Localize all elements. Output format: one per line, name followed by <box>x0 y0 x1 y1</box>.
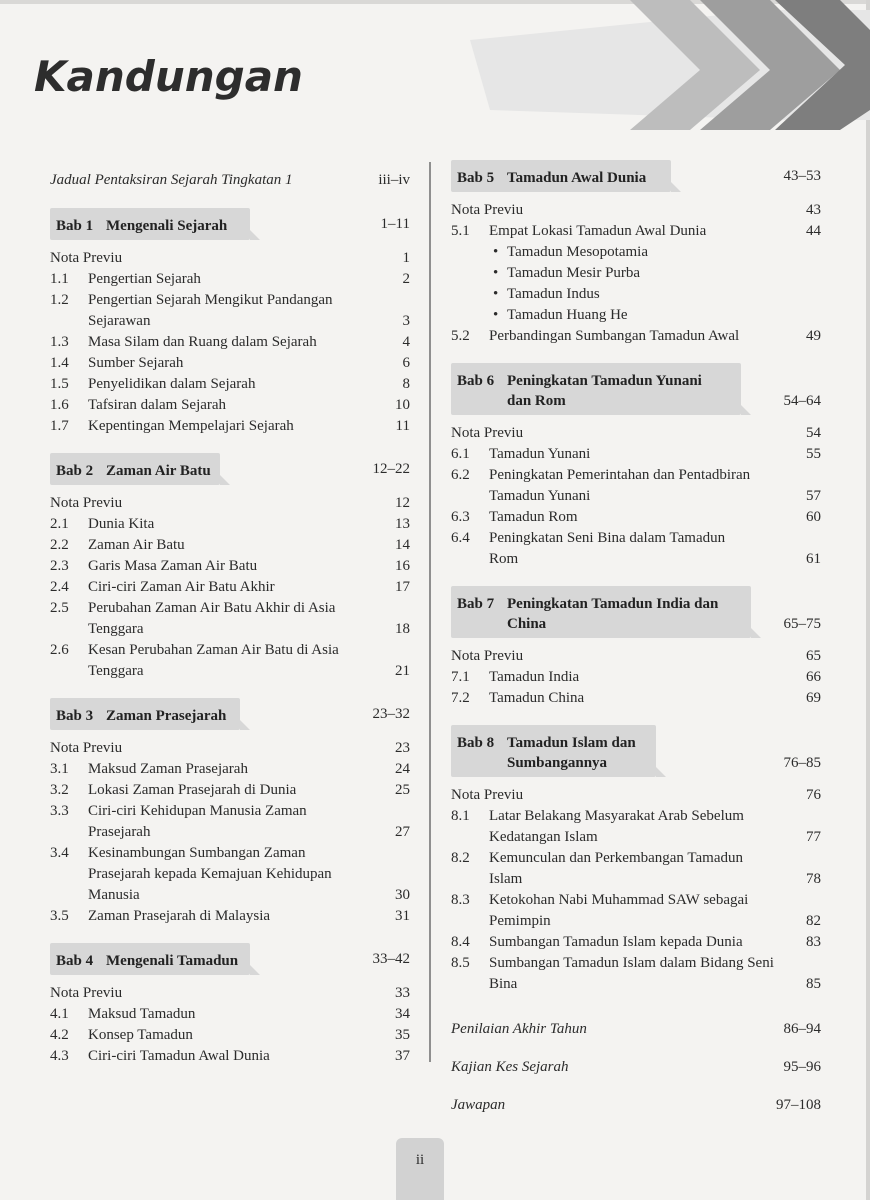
chapter-page-range: 65–75 <box>783 616 821 632</box>
toc-entry-page: 13 <box>395 516 410 532</box>
toc-entry-page: 31 <box>395 908 410 924</box>
toc-entry-page: 83 <box>806 934 821 950</box>
toc-entry-title: Nota Previu <box>50 250 123 266</box>
page-title: Kandungan <box>34 52 303 101</box>
toc-entry-title: Kesan Perubahan Zaman Air Batu di Asia <box>88 642 339 658</box>
chapter-page-range: 54–64 <box>783 393 821 409</box>
toc-entry-page: 49 <box>806 328 821 344</box>
toc-entry-page: 3 <box>402 313 410 329</box>
chapter-heading <box>451 160 671 192</box>
toc-entry-title: Prasejarah <box>88 824 151 840</box>
chapter-title: Peningkatan Tamadun Yunani <box>507 373 702 389</box>
toc-entry-number: 2.5 <box>50 600 69 616</box>
toc-entry-number: 2.2 <box>50 537 69 553</box>
toc-entry-page: 61 <box>806 551 821 567</box>
toc-entry-title: Sumbangan Tamadun Islam kepada Dunia <box>489 934 743 950</box>
toc-entry-number: 7.2 <box>451 690 470 706</box>
toc-entry-page: 54 <box>806 425 821 441</box>
toc-entry-page: 18 <box>395 621 410 637</box>
toc-entry-title: Peningkatan Seni Bina dalam Tamadun <box>489 530 726 546</box>
bullet-marker: • <box>493 265 499 281</box>
toc-entry-title: Latar Belakang Masyarakat Arab Sebelum <box>489 808 744 824</box>
toc-entry-title: Nota Previu <box>50 985 123 1001</box>
toc-entry-title: Pemimpin <box>489 913 551 929</box>
page-number: ii <box>415 1152 425 1168</box>
toc-entry-page: 21 <box>395 663 410 679</box>
toc-entry-number: 8.4 <box>451 934 470 950</box>
toc-entry-number: 5.2 <box>451 328 470 344</box>
toc-entry-number: 1.4 <box>50 355 69 371</box>
bullet-marker: • <box>493 244 499 260</box>
toc-entry-number: 3.2 <box>50 782 69 798</box>
toc-entry-title: Tamadun India <box>489 669 580 685</box>
toc-entry-page: 34 <box>395 1006 410 1022</box>
toc-entry-page: 25 <box>395 782 410 798</box>
toc-entry-title: Zaman Air Batu <box>88 537 185 553</box>
page-number-tab <box>396 1138 444 1200</box>
toc-entry-page: 23 <box>395 740 410 756</box>
decorative-banner <box>430 0 870 130</box>
toc-entry-title: Tamadun China <box>489 690 585 706</box>
toc-entry-title: Empat Lokasi Tamadun Awal Dunia <box>489 223 707 239</box>
toc-entry-page: 76 <box>806 787 821 803</box>
toc-entry-title: Tamadun Huang He <box>507 307 628 323</box>
toc-entry-title: Ciri-ciri Kehidupan Manusia Zaman <box>88 803 307 819</box>
toc-entry-title: Jawapan <box>451 1097 506 1113</box>
toc-entry-number: 2.6 <box>50 642 69 658</box>
chapter-heading <box>451 586 751 638</box>
toc-entry-title: Maksud Zaman Prasejarah <box>88 761 248 777</box>
toc-entry-page: 55 <box>806 446 821 462</box>
toc-entry-title: Nota Previu <box>50 495 123 511</box>
toc-entry-title: Bina <box>489 976 518 992</box>
toc-entry-number: 5.1 <box>451 223 470 239</box>
toc-entry-title: Penilaian Akhir Tahun <box>451 1021 587 1037</box>
chapter-page-range: 12–22 <box>372 461 410 477</box>
toc-entry-page: 27 <box>395 824 410 840</box>
toc-entry-page: 16 <box>395 558 410 574</box>
toc-entry-title: Ciri-ciri Tamadun Awal Dunia <box>88 1048 270 1064</box>
toc-entry-number: 8.1 <box>451 808 470 824</box>
toc-entry-title: Sumber Sejarah <box>88 355 184 371</box>
toc-entry-page: 10 <box>395 397 410 413</box>
toc-entry-number: 8.5 <box>451 955 470 971</box>
toc-entry-page: 57 <box>806 488 821 504</box>
toc-entry-number: 6.2 <box>451 467 470 483</box>
chapter-label: Bab 8 <box>457 735 495 751</box>
bullet-marker: • <box>493 307 499 323</box>
toc-entry-title: Sumbangan Tamadun Islam dalam Bidang Seni <box>489 955 774 971</box>
toc-entry-page: 85 <box>806 976 821 992</box>
toc-entry-number: 6.3 <box>451 509 470 525</box>
page-edge <box>866 0 870 1200</box>
toc-entry-title: Maksud Tamadun <box>88 1006 196 1022</box>
toc-entry-title: Ketokohan Nabi Muhammad SAW sebagai <box>489 892 749 908</box>
toc-entry-page: 43 <box>806 202 821 218</box>
toc-entry-page: 77 <box>806 829 821 845</box>
chapter-page-range: 1–11 <box>380 216 410 232</box>
toc-entry-title: Sejarawan <box>88 313 151 329</box>
toc-entry-page: iii–iv <box>378 172 410 188</box>
toc-entry-title: Kemunculan dan Perkembangan Tamadun <box>489 850 744 866</box>
toc-entry-page: 78 <box>806 871 821 887</box>
toc-entry-title: Tamadun Mesir Purba <box>507 265 641 281</box>
chapter-title: dan Rom <box>507 393 566 409</box>
chapter-title: Tamadun Islam dan <box>507 735 636 751</box>
chapter-label: Bab 4 <box>56 953 94 969</box>
chapter-page-range: 43–53 <box>783 168 821 184</box>
chapter-label: Bab 6 <box>457 373 495 389</box>
toc-entry-page: 17 <box>395 579 410 595</box>
chapter-label: Bab 2 <box>56 463 94 479</box>
toc-entry-title: Lokasi Zaman Prasejarah di Dunia <box>88 782 297 798</box>
toc-entry-number: 3.1 <box>50 761 69 777</box>
toc-entry-number: 6.1 <box>451 446 470 462</box>
chapter-page-range: 76–85 <box>783 755 821 771</box>
chapter-heading <box>50 943 250 975</box>
toc-entry-number: 7.1 <box>451 669 470 685</box>
toc-entry-page: 8 <box>402 376 410 392</box>
toc-entry-title: Rom <box>489 551 519 567</box>
toc-entry-title: Nota Previu <box>451 425 524 441</box>
toc-entry-title: Jadual Pentaksiran Sejarah Tingkatan 1 <box>50 172 293 188</box>
chapter-title: Mengenali Sejarah <box>106 218 228 234</box>
toc-entry-page: 95–96 <box>783 1059 821 1075</box>
toc-entry-title: Manusia <box>88 887 140 903</box>
toc-entry-page: 65 <box>806 648 821 664</box>
chapter-heading <box>50 453 220 485</box>
toc-entry-number: 6.4 <box>451 530 470 546</box>
toc-entry-title: Dunia Kita <box>88 516 155 532</box>
toc-entry-title: Nota Previu <box>451 648 524 664</box>
toc-entry-title: Islam <box>489 871 523 887</box>
toc-entry-number: 3.3 <box>50 803 69 819</box>
chapter-title: Peningkatan Tamadun India dan <box>507 596 719 612</box>
toc-entry-page: 66 <box>806 669 821 685</box>
chapter-title: China <box>507 616 547 632</box>
toc-entry-page: 37 <box>395 1048 410 1064</box>
chapter-label: Bab 5 <box>457 170 495 186</box>
toc-entry-page: 12 <box>395 495 410 511</box>
toc-entry-title: Kedatangan Islam <box>489 829 598 845</box>
toc-entry-page: 2 <box>402 271 410 287</box>
toc-entry-page: 44 <box>806 223 821 239</box>
toc-entry-title: Tamadun Mesopotamia <box>507 244 648 260</box>
toc-entry-number: 8.2 <box>451 850 470 866</box>
toc-entry-title: Kajian Kes Sejarah <box>451 1059 569 1075</box>
page-edge <box>0 0 870 4</box>
toc-entry-title: Tafsiran dalam Sejarah <box>88 397 227 413</box>
toc-entry-title: Perubahan Zaman Air Batu Akhir di Asia <box>88 600 336 616</box>
toc-entry-number: 3.5 <box>50 908 69 924</box>
chapter-heading <box>50 208 250 240</box>
toc-entry-title: Masa Silam dan Ruang dalam Sejarah <box>88 334 317 350</box>
chapter-title: Zaman Air Batu <box>106 463 211 479</box>
toc-entry-title: Nota Previu <box>451 787 524 803</box>
chapter-title: Tamadun Awal Dunia <box>507 170 647 186</box>
toc-entry-page: 6 <box>402 355 410 371</box>
toc-entry-number: 8.3 <box>451 892 470 908</box>
toc-entry-number: 4.1 <box>50 1006 69 1022</box>
toc-entry-title: Kepentingan Mempelajari Sejarah <box>88 418 294 434</box>
chapter-heading <box>451 725 656 777</box>
toc-entry-number: 1.1 <box>50 271 69 287</box>
chapter-page-range: 33–42 <box>372 951 410 967</box>
column-divider <box>429 162 431 1062</box>
toc-entry-number: 1.6 <box>50 397 69 413</box>
toc-entry-number: 1.3 <box>50 334 69 350</box>
toc-entry-page: 1 <box>402 250 410 266</box>
chapter-heading <box>451 363 741 415</box>
toc-entry-title: Kesinambungan Sumbangan Zaman <box>88 845 306 861</box>
toc-entry-number: 1.2 <box>50 292 69 308</box>
toc-entry-title: Tenggara <box>88 621 144 637</box>
toc-entry-title: Perbandingan Sumbangan Tamadun Awal <box>489 328 740 344</box>
toc-entry-number: 1.7 <box>50 418 69 434</box>
toc-entry-number: 2.3 <box>50 558 69 574</box>
toc-entry-title: Penyelidikan dalam Sejarah <box>88 376 256 392</box>
toc-entry-page: 30 <box>395 887 410 903</box>
toc-entry-number: 4.3 <box>50 1048 69 1064</box>
toc-entry-title: Zaman Prasejarah di Malaysia <box>88 908 271 924</box>
toc-entry-page: 11 <box>395 418 410 434</box>
chapter-title: Sumbangannya <box>507 755 608 771</box>
toc-entry-page: 33 <box>395 985 410 1001</box>
toc-entry-page: 69 <box>806 690 821 706</box>
toc-entry-title: Tamadun Yunani <box>489 446 591 462</box>
chapter-title: Zaman Prasejarah <box>106 708 227 724</box>
chapter-heading <box>50 698 240 730</box>
bullet-marker: • <box>493 286 499 302</box>
toc-entry-title: Konsep Tamadun <box>88 1027 193 1043</box>
toc-entry-title: Prasejarah kepada Kemajuan Kehidupan <box>88 866 332 882</box>
toc-entry-page: 86–94 <box>783 1021 821 1037</box>
toc-entry-number: 1.5 <box>50 376 69 392</box>
toc-entry-title: Tamadun Yunani <box>489 488 591 504</box>
toc-entry-title: Nota Previu <box>50 740 123 756</box>
toc-entry-title: Tenggara <box>88 663 144 679</box>
toc-entry-title: Tamadun Indus <box>507 286 600 302</box>
toc-entry-page: 24 <box>395 761 410 777</box>
chapter-label: Bab 7 <box>457 596 495 612</box>
chapter-label: Bab 1 <box>56 218 94 234</box>
toc-entry-page: 60 <box>806 509 821 525</box>
toc-entry-title: Tamadun Rom <box>489 509 578 525</box>
chapter-title: Mengenali Tamadun <box>106 953 239 969</box>
toc-entry-number: 2.4 <box>50 579 69 595</box>
toc-entry-number: 4.2 <box>50 1027 69 1043</box>
toc-entry-page: 14 <box>395 537 410 553</box>
toc-entry-title: Pengertian Sejarah Mengikut Pandangan <box>88 292 333 308</box>
toc-entry-page: 4 <box>402 334 410 350</box>
toc-entry-page: 97–108 <box>776 1097 821 1113</box>
toc-entry-title: Nota Previu <box>451 202 524 218</box>
toc-entry-title: Pengertian Sejarah <box>88 271 201 287</box>
toc-entry-page: 82 <box>806 913 821 929</box>
chapter-label: Bab 3 <box>56 708 94 724</box>
toc-entry-title: Garis Masa Zaman Air Batu <box>88 558 258 574</box>
toc-entry-number: 3.4 <box>50 845 69 861</box>
toc-entry-page: 35 <box>395 1027 410 1043</box>
toc-entry-title: Peningkatan Pemerintahan dan Pentadbiran <box>489 467 751 483</box>
chapter-page-range: 23–32 <box>372 706 410 722</box>
toc-entry-number: 2.1 <box>50 516 69 532</box>
toc-entry-title: Ciri-ciri Zaman Air Batu Akhir <box>88 579 275 595</box>
